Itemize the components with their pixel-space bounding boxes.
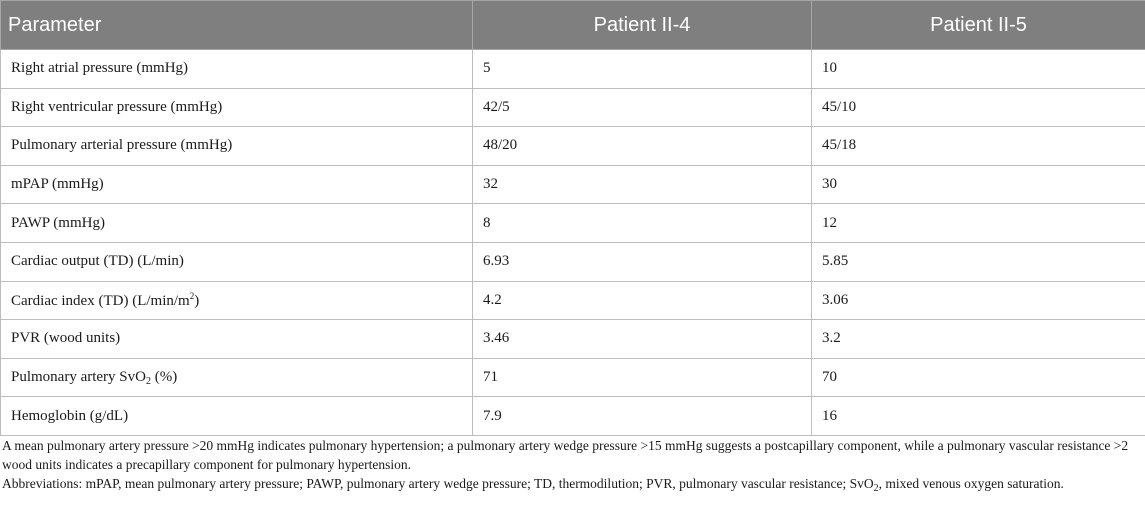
table-row <box>1 358 1145 397</box>
patient-ii-5-value: 70 <box>812 358 1145 397</box>
abbreviations-text: Abbreviations: mPAP, mean pulmonary artery pressure; PAWP, pulmonary artery wedge pressure; TD, thermodilution; PVR, pulmonary vascular resistance; SvO <box>2 476 874 491</box>
patient-ii-5-value: 5.85 <box>812 242 1145 281</box>
table-row <box>1 281 1145 320</box>
table-row <box>1 127 1145 166</box>
patient-ii-4-value: 8 <box>473 204 812 243</box>
parameter-text-end: (%) <box>150 368 178 385</box>
patient-ii-4-value: 6.93 <box>473 242 812 281</box>
parameter-text-end: ) <box>194 292 200 309</box>
patient-ii-5-value: 12 <box>812 204 1145 243</box>
parameter-cell: Cardiac output (TD) (L/min) <box>1 242 473 281</box>
parameter-text: Pulmonary artery SvO <box>11 368 146 385</box>
column-header-patient-ii-4: Patient II-4 <box>473 1 812 50</box>
patient-ii-4-value: 48/20 <box>473 127 812 166</box>
table-row <box>1 397 1145 436</box>
patient-ii-5-value: 30 <box>812 165 1145 204</box>
table-row <box>1 242 1145 281</box>
patient-ii-4-value: 7.9 <box>473 397 812 436</box>
table-row <box>1 165 1145 204</box>
patient-ii-4-value: 3.46 <box>473 320 812 359</box>
parameter-text: Cardiac index (TD) (L/min/m <box>11 292 190 309</box>
parameter-cell: PVR (wood units) <box>1 320 473 359</box>
parameter-cell <box>1 281 473 320</box>
parameter-cell: Right ventricular pressure (mmHg) <box>1 88 473 127</box>
footnote-definition: A mean pulmonary artery pressure >20 mmHg indicates pulmonary hypertension; a pulmonary artery wedge pressure >15 mmHg suggests a postcapillary component, while a pulmonary vascular resistance >2 wood units indicates a precapillary component for pulmonary hypertension. <box>2 438 1129 472</box>
patient-ii-5-value: 3.2 <box>812 320 1145 359</box>
abbreviations-text-end: , mixed venous oxygen saturation. <box>878 476 1064 491</box>
superscript: 2 <box>189 290 195 301</box>
patient-ii-5-value: 16 <box>812 397 1145 436</box>
patient-ii-4-value: 71 <box>473 358 812 397</box>
patient-ii-4-value: 42/5 <box>473 88 812 127</box>
table-row <box>1 204 1145 243</box>
parameter-cell: Right atrial pressure (mmHg) <box>1 50 473 89</box>
table-footnotes <box>2 436 1137 498</box>
parameter-cell: mPAP (mmHg) <box>1 165 473 204</box>
column-header-patient-ii-5: Patient II-5 <box>812 1 1145 50</box>
subscript: 2 <box>145 375 151 387</box>
table-header-row <box>1 1 1145 50</box>
patient-ii-4-value: 4.2 <box>473 281 812 320</box>
parameter-cell: PAWP (mmHg) <box>1 204 473 243</box>
parameter-cell <box>1 358 473 397</box>
table-row <box>1 88 1145 127</box>
subscript: 2 <box>873 483 879 494</box>
column-header-parameter: Parameter <box>1 1 473 50</box>
patient-ii-4-value: 32 <box>473 165 812 204</box>
footnote-abbreviations <box>2 474 1137 498</box>
table-row <box>1 50 1145 89</box>
patient-ii-5-value: 45/10 <box>812 88 1145 127</box>
patient-ii-5-value: 3.06 <box>812 281 1145 320</box>
table-row <box>1 320 1145 359</box>
patient-ii-5-value: 10 <box>812 50 1145 89</box>
patient-ii-5-value: 45/18 <box>812 127 1145 166</box>
parameter-cell: Hemoglobin (g/dL) <box>1 397 473 436</box>
parameter-cell: Pulmonary arterial pressure (mmHg) <box>1 127 473 166</box>
patient-ii-4-value: 5 <box>473 50 812 89</box>
